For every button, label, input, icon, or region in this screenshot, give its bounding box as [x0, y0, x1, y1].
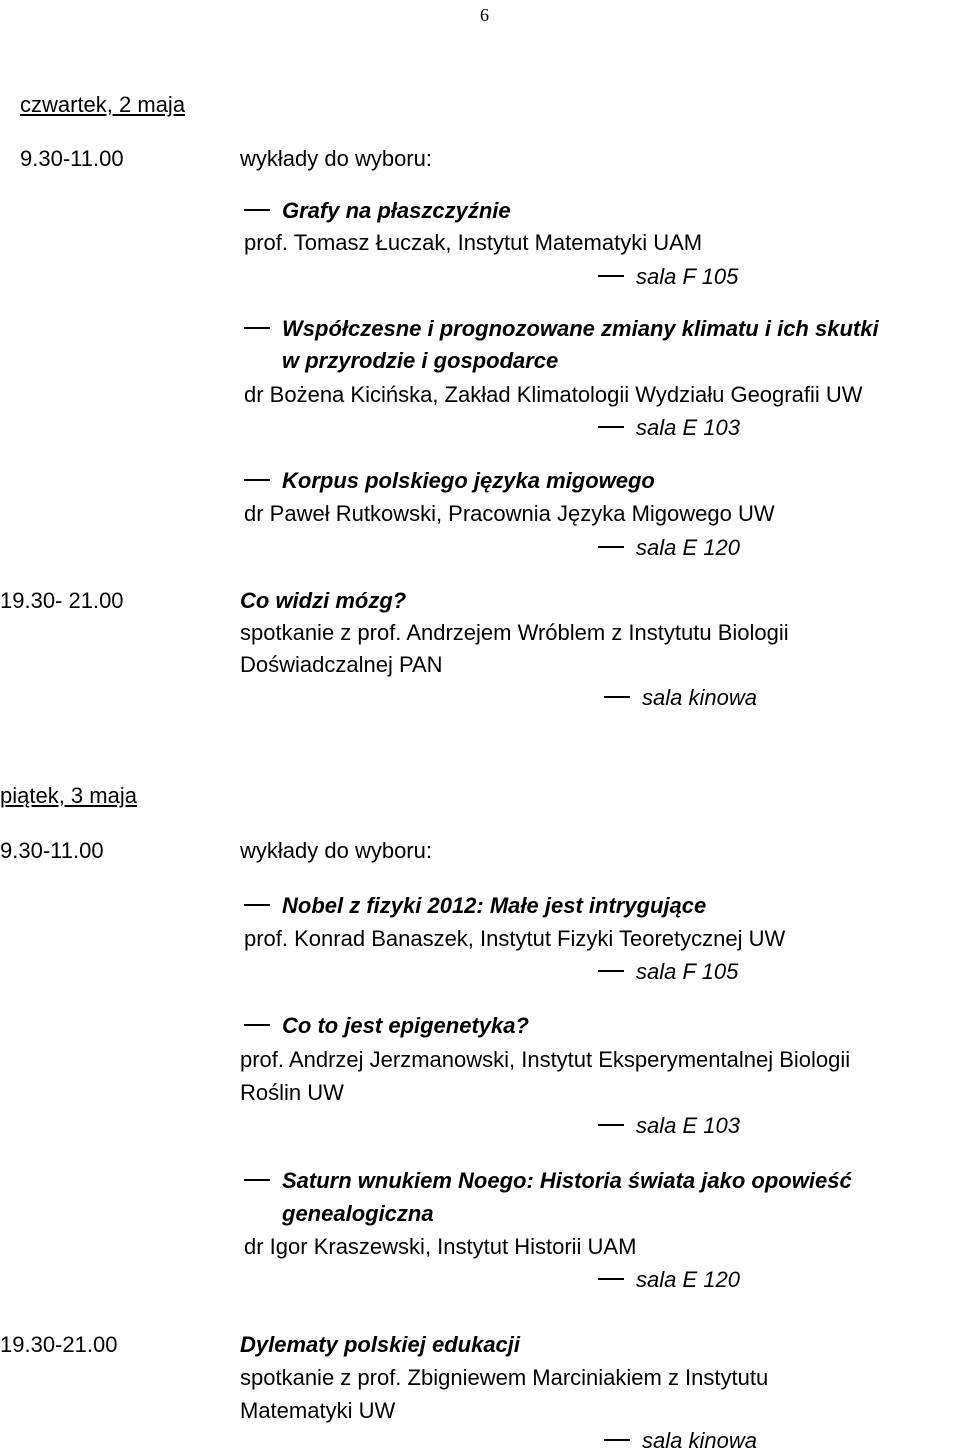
dash-icon: [244, 209, 270, 211]
page-number: 6: [480, 5, 489, 25]
lecture-speaker: dr Bożena Kicińska, Zakład Klimatologii Wydziału Geografii UW: [244, 382, 863, 407]
lecture-speaker: prof. Tomasz Łuczak, Instytut Matematyki UAM: [244, 230, 703, 255]
lecture-room: sala E 103: [598, 415, 740, 441]
lecture-title: Grafy na płaszczyźnie: [244, 198, 511, 224]
dash-icon: [598, 275, 624, 277]
dash-icon: [604, 1439, 630, 1441]
lecture-room: sala E 103: [598, 1113, 740, 1139]
lecture-speaker: dr Paweł Rutkowski, Pracownia Języka Migowego UW: [244, 501, 775, 526]
evening-title: Co widzi mózg?: [240, 588, 407, 613]
dash-icon: [598, 546, 624, 548]
dash-icon: [598, 970, 624, 972]
dash-icon: [598, 426, 624, 428]
evening-description: spotkanie z prof. Andrzejem Wróblem z Instytutu Biologii: [240, 620, 789, 645]
evening-room: sala kinowa: [604, 685, 757, 711]
evening-description: spotkanie z prof. Zbigniewem Marciniakiem z Instytutu: [240, 1365, 769, 1390]
dash-icon: [604, 696, 630, 698]
lecture-room: sala E 120: [598, 1267, 740, 1293]
morning-time: 9.30-11.00: [0, 838, 104, 863]
morning-label: wykłady do wyboru:: [240, 146, 432, 171]
lecture-title-continued: w przyrodzie i gospodarce: [282, 348, 559, 373]
lecture-title-continued: genealogiczna: [282, 1201, 434, 1226]
lecture-speaker: prof. Andrzej Jerzmanowski, Instytut Eksperymentalnej Biologii: [240, 1047, 851, 1072]
lecture-speaker-continued: Roślin UW: [240, 1080, 344, 1105]
dash-icon: [598, 1124, 624, 1126]
evening-time: 19.30- 21.00: [0, 588, 124, 613]
lecture-title: Co to jest epigenetyka?: [244, 1013, 529, 1039]
evening-title: Dylematy polskiej edukacji: [240, 1332, 521, 1357]
dash-icon: [244, 1179, 270, 1181]
lecture-room: sala E 120: [598, 535, 740, 561]
lecture-speaker: dr Igor Kraszewski, Instytut Historii UAM: [244, 1234, 637, 1259]
lecture-title: Nobel z fizyki 2012: Małe jest intrygujące: [244, 893, 706, 919]
dash-icon: [244, 904, 270, 906]
lecture-speaker: prof. Konrad Banaszek, Instytut Fizyki Teoretycznej UW: [244, 926, 786, 951]
dash-icon: [244, 1024, 270, 1026]
evening-description-continued: Doświadczalnej PAN: [240, 652, 443, 677]
morning-time: 9.30-11.00: [20, 146, 124, 171]
dash-icon: [244, 479, 270, 481]
lecture-title: Korpus polskiego języka migowego: [244, 468, 655, 494]
evening-room: sala kinowa: [604, 1428, 757, 1454]
day-heading-thursday: czwartek, 2 maja: [20, 92, 186, 117]
lecture-title: Współczesne i prognozowane zmiany klimatu i ich skutki: [244, 316, 879, 342]
evening-time: 19.30-21.00: [0, 1332, 118, 1357]
lecture-title: Saturn wnukiem Noego: Historia świata jako opowieść: [244, 1168, 852, 1194]
day-heading-friday: piątek, 3 maja: [0, 783, 137, 808]
dash-icon: [598, 1278, 624, 1280]
evening-description-continued: Matematyki UW: [240, 1398, 396, 1423]
dash-icon: [244, 327, 270, 329]
lecture-room: sala F 105: [598, 264, 738, 290]
lecture-room: sala F 105: [598, 959, 738, 985]
morning-label: wykłady do wyboru:: [240, 838, 432, 863]
